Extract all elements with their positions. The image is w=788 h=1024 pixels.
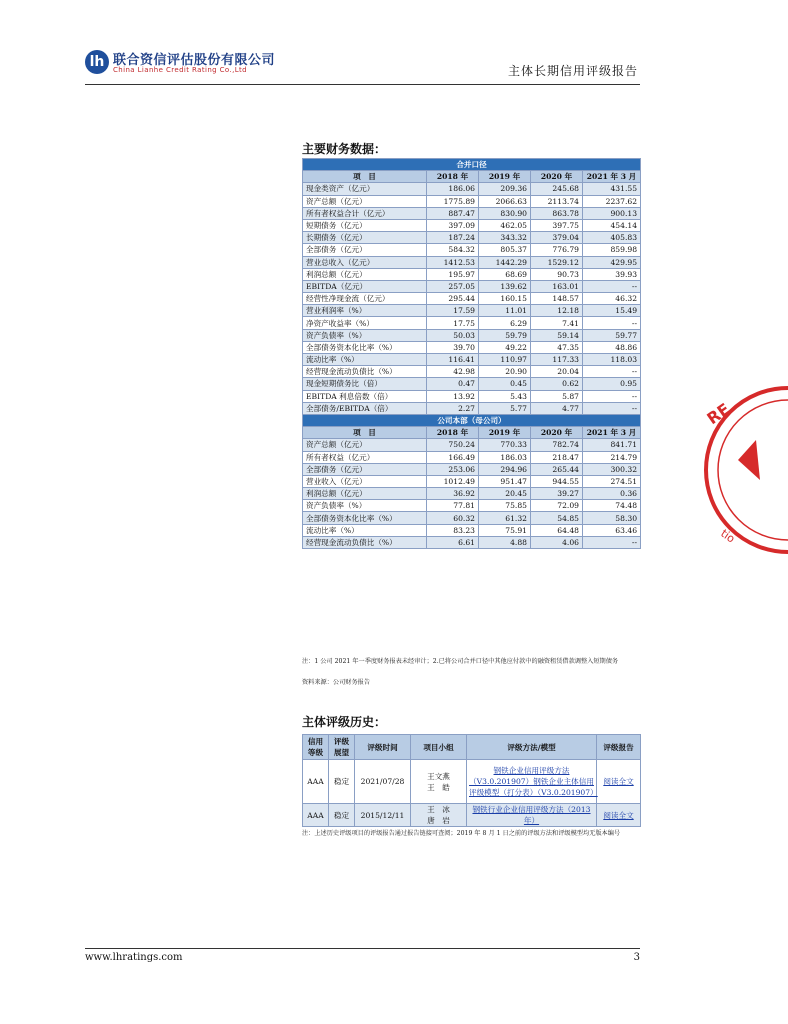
value-cell: 750.24 (427, 439, 479, 451)
consolidated-row (303, 183, 641, 195)
history-report-cell (597, 804, 641, 827)
consolidated-row (303, 280, 641, 292)
value-cell: 163.01 (531, 280, 583, 292)
column-header-cell: 项 目 (303, 171, 427, 183)
history-grade-cell: AAA (303, 804, 329, 827)
column-header-cell: 评级时间 (355, 735, 411, 760)
value-cell: 54.85 (531, 512, 583, 524)
row-label-cell: EBITDA（亿元） (303, 280, 427, 292)
value-cell: 75.91 (479, 524, 531, 536)
value-cell: 5.77 (479, 402, 531, 414)
value-cell: 4.06 (531, 536, 583, 548)
value-cell: 11.01 (479, 305, 531, 317)
value-cell: 64.48 (531, 524, 583, 536)
value-cell: 12.18 (531, 305, 583, 317)
consolidated-row (303, 293, 641, 305)
value-cell: -- (583, 402, 641, 414)
value-cell: 770.33 (479, 439, 531, 451)
value-cell: 776.79 (531, 244, 583, 256)
value-cell: 60.32 (427, 512, 479, 524)
value-cell: 0.95 (583, 378, 641, 390)
value-cell: 110.97 (479, 354, 531, 366)
value-cell: 944.55 (531, 475, 583, 487)
parent-group-header (303, 414, 641, 426)
column-header-cell: 2021 年 3 月 (583, 427, 641, 439)
value-cell: 58.30 (583, 512, 641, 524)
value-cell: 379.04 (531, 232, 583, 244)
value-cell: 4.77 (531, 402, 583, 414)
row-label-cell: 经营性净现金流（亿元） (303, 293, 427, 305)
parent-row (303, 536, 641, 548)
history-date-cell: 2015/12/11 (355, 804, 411, 827)
value-cell: 2.27 (427, 402, 479, 414)
company-seal-stamp (698, 380, 788, 560)
history-date-cell: 2021/07/28 (355, 760, 411, 804)
column-header-cell: 2020 年 (531, 171, 583, 183)
value-cell: 887.47 (427, 207, 479, 219)
page-header (85, 48, 640, 85)
value-cell: 17.75 (427, 317, 479, 329)
value-cell: 118.03 (583, 354, 641, 366)
value-cell: 17.59 (427, 305, 479, 317)
consolidated-row (303, 207, 641, 219)
parent-row (303, 488, 641, 500)
value-cell: 1529.12 (531, 256, 583, 268)
value-cell: -- (583, 280, 641, 292)
value-cell: 431.55 (583, 183, 641, 195)
read-full-report-link[interactable]: 阅读全文 (603, 777, 634, 786)
financial-note: 注：1 公司 2021 年一季度财务报表未经审计；2.已将公司合并口径中其他应付款中的融资租赁借款调整入短期债务 (302, 658, 619, 665)
value-cell: 195.97 (427, 268, 479, 280)
financial-source: 资料来源：公司财务报告 (302, 679, 371, 686)
consolidated-row (303, 390, 641, 402)
row-label-cell: 流动比率（%） (303, 524, 427, 536)
report-type-title: 主体长期信用评级报告 (507, 64, 638, 78)
column-header-cell: 2020 年 (531, 427, 583, 439)
consolidated-group-header (303, 159, 641, 171)
consolidated-row (303, 378, 641, 390)
value-cell: 1775.89 (427, 195, 479, 207)
read-full-report-link[interactable]: 阅读全文 (603, 810, 634, 820)
value-cell: 214.79 (583, 451, 641, 463)
value-cell: 63.46 (583, 524, 641, 536)
value-cell: 72.09 (531, 500, 583, 512)
history-column-header (303, 735, 641, 760)
value-cell: 397.09 (427, 219, 479, 231)
parent-row (303, 475, 641, 487)
row-label-cell: 资产总额（亿元） (303, 439, 427, 451)
row-label-cell: 长期债务（亿元） (303, 232, 427, 244)
value-cell: -- (583, 317, 641, 329)
consolidated-row (303, 329, 641, 341)
column-header-cell: 项 目 (303, 427, 427, 439)
value-cell: 59.77 (583, 329, 641, 341)
consolidated-column-header (303, 171, 641, 183)
row-label-cell: 净资产收益率（%） (303, 317, 427, 329)
consolidated-row (303, 268, 641, 280)
value-cell: 77.81 (427, 500, 479, 512)
column-header-cell: 评级方法/模型 (467, 735, 597, 760)
rating-method-link[interactable]: 钢铁行业企业信用评级方法（2013 年） (472, 805, 591, 825)
value-cell: 139.62 (479, 280, 531, 292)
row-label-cell: 全部债务（亿元） (303, 244, 427, 256)
value-cell: 863.78 (531, 207, 583, 219)
history-section-title: 主体评级历史： (302, 715, 387, 729)
value-cell: 209.36 (479, 183, 531, 195)
value-cell: 7.41 (531, 317, 583, 329)
svg-text:tio: tio (718, 526, 738, 546)
column-header-cell: 2021 年 3 月 (583, 171, 641, 183)
history-report-cell (597, 760, 641, 804)
column-header-cell: 项目小组 (411, 735, 467, 760)
row-label-cell: 现金短期债务比（倍） (303, 378, 427, 390)
value-cell: 2237.62 (583, 195, 641, 207)
value-cell: 274.51 (583, 475, 641, 487)
value-cell: 13.92 (427, 390, 479, 402)
value-cell: 0.47 (427, 378, 479, 390)
consolidated-row (303, 195, 641, 207)
parent-row (303, 451, 641, 463)
value-cell: 46.32 (583, 293, 641, 305)
value-cell: 429.95 (583, 256, 641, 268)
value-cell: 1012.49 (427, 475, 479, 487)
value-cell: 90.73 (531, 268, 583, 280)
consolidated-row (303, 305, 641, 317)
value-cell: 405.83 (583, 232, 641, 244)
svg-text:RE: RE (703, 399, 734, 429)
row-label-cell: 所有者权益合计（亿元） (303, 207, 427, 219)
rating-history-table (302, 734, 641, 827)
parent-row (303, 439, 641, 451)
consolidated-row (303, 366, 641, 378)
value-cell: 245.68 (531, 183, 583, 195)
row-label-cell: 经营现金流动负债比（%） (303, 366, 427, 378)
value-cell: 1442.29 (479, 256, 531, 268)
value-cell: 20.45 (479, 488, 531, 500)
value-cell: 300.32 (583, 463, 641, 475)
parent-row (303, 500, 641, 512)
history-method-cell (467, 760, 597, 804)
value-cell: 841.71 (583, 439, 641, 451)
row-label-cell: 全部债务（亿元） (303, 463, 427, 475)
consolidated-row (303, 219, 641, 231)
company-name-en: China Lianhe Credit Rating Co.,Ltd (113, 66, 248, 74)
value-cell: 6.61 (427, 536, 479, 548)
value-cell: 48.86 (583, 341, 641, 353)
value-cell: 782.74 (531, 439, 583, 451)
row-label-cell: 营业总收入（亿元） (303, 256, 427, 268)
value-cell: 6.29 (479, 317, 531, 329)
value-cell: 0.36 (583, 488, 641, 500)
value-cell: 294.96 (479, 463, 531, 475)
row-label-cell: 经营现金流动负债比（%） (303, 536, 427, 548)
value-cell: 4.88 (479, 536, 531, 548)
value-cell: 253.06 (427, 463, 479, 475)
value-cell: -- (583, 366, 641, 378)
consolidated-row (303, 256, 641, 268)
consolidated-row (303, 354, 641, 366)
value-cell: 0.62 (531, 378, 583, 390)
history-team-cell: 王文燕 王 皓 (411, 760, 467, 804)
consolidated-row (303, 341, 641, 353)
row-label-cell: 全部债务/EBITDA（倍） (303, 402, 427, 414)
consolidated-group-header-cell: 合并口径 (303, 159, 641, 171)
value-cell: 61.32 (479, 512, 531, 524)
value-cell: 15.49 (583, 305, 641, 317)
row-label-cell: 流动比率（%） (303, 354, 427, 366)
value-cell: 900.13 (583, 207, 641, 219)
value-cell: 47.35 (531, 341, 583, 353)
row-label-cell: 营业利润率（%） (303, 305, 427, 317)
value-cell: 257.05 (427, 280, 479, 292)
history-outlook-cell: 稳定 (329, 804, 355, 827)
value-cell: 951.47 (479, 475, 531, 487)
value-cell: 166.49 (427, 451, 479, 463)
column-header-cell: 2018 年 (427, 171, 479, 183)
footer-url-link[interactable]: www.lhratings.com (85, 952, 183, 963)
value-cell: 454.14 (583, 219, 641, 231)
value-cell: 160.15 (479, 293, 531, 305)
history-team-cell: 王 冰 唐 岩 (411, 804, 467, 827)
consolidated-row (303, 402, 641, 414)
value-cell: 42.98 (427, 366, 479, 378)
value-cell: 59.79 (479, 329, 531, 341)
value-cell: 265.44 (531, 463, 583, 475)
value-cell: 148.57 (531, 293, 583, 305)
value-cell: 2066.63 (479, 195, 531, 207)
row-label-cell: 资产负债率（%） (303, 329, 427, 341)
company-logo-icon: lh (85, 50, 109, 74)
financial-section-title: 主要财务数据： (302, 142, 387, 156)
column-header-cell: 2019 年 (479, 427, 531, 439)
value-cell: 36.92 (427, 488, 479, 500)
parent-row (303, 524, 641, 536)
value-cell: 116.41 (427, 354, 479, 366)
row-label-cell: 资产负债率（%） (303, 500, 427, 512)
value-cell: 5.43 (479, 390, 531, 402)
parent-column-header (303, 427, 641, 439)
value-cell: 50.03 (427, 329, 479, 341)
row-label-cell: 现金类资产（亿元） (303, 183, 427, 195)
consolidated-row (303, 244, 641, 256)
value-cell: 584.32 (427, 244, 479, 256)
history-outlook-cell: 稳定 (329, 760, 355, 804)
value-cell: 74.48 (583, 500, 641, 512)
history-method-cell (467, 804, 597, 827)
history-row (303, 760, 641, 804)
row-label-cell: 全部债务资本化比率（%） (303, 512, 427, 524)
value-cell: 1412.53 (427, 256, 479, 268)
value-cell: 462.05 (479, 219, 531, 231)
value-cell: 117.33 (531, 354, 583, 366)
column-header-cell: 信用等级 (303, 735, 329, 760)
rating-method-link[interactable]: 钢铁企业信用评级方法（V3.0.201907）钢铁企业主体信用评级模型（打分表）（V3.0.201907） (469, 766, 598, 797)
value-cell: 397.75 (531, 219, 583, 231)
parent-row (303, 512, 641, 524)
value-cell: 83.23 (427, 524, 479, 536)
value-cell: 859.98 (583, 244, 641, 256)
value-cell: -- (583, 390, 641, 402)
value-cell: 295.44 (427, 293, 479, 305)
page-footer (85, 948, 640, 968)
value-cell: 75.85 (479, 500, 531, 512)
consolidated-row (303, 232, 641, 244)
row-label-cell: 利润总额（亿元） (303, 268, 427, 280)
row-label-cell: 所有者权益（亿元） (303, 451, 427, 463)
row-label-cell: 利润总额（亿元） (303, 488, 427, 500)
row-label-cell: 营业收入（亿元） (303, 475, 427, 487)
value-cell: 39.70 (427, 341, 479, 353)
value-cell: 187.24 (427, 232, 479, 244)
value-cell: 20.90 (479, 366, 531, 378)
column-header-cell: 2018 年 (427, 427, 479, 439)
column-header-cell: 2019 年 (479, 171, 531, 183)
value-cell: 20.04 (531, 366, 583, 378)
row-label-cell: 短期债务（亿元） (303, 219, 427, 231)
consolidated-row (303, 317, 641, 329)
value-cell: 49.22 (479, 341, 531, 353)
company-name-cn: 联合资信评估股份有限公司 (113, 53, 276, 68)
financial-table (302, 158, 641, 549)
parent-group-header-cell: 公司本部（母公司） (303, 414, 641, 426)
value-cell: 186.06 (427, 183, 479, 195)
history-row (303, 804, 641, 827)
value-cell: 5.87 (531, 390, 583, 402)
value-cell: 218.47 (531, 451, 583, 463)
value-cell: 805.37 (479, 244, 531, 256)
row-label-cell: EBITDA 利息倍数（倍） (303, 390, 427, 402)
value-cell: -- (583, 536, 641, 548)
value-cell: 39.93 (583, 268, 641, 280)
value-cell: 59.14 (531, 329, 583, 341)
value-cell: 830.90 (479, 207, 531, 219)
value-cell: 343.32 (479, 232, 531, 244)
value-cell: 39.27 (531, 488, 583, 500)
parent-row (303, 463, 641, 475)
history-note: 注：上述历史评级项目的评级报告通过报告链接可查阅；2019 年 8 月 1 日之前的评级方法和评级模型均无版本编号 (302, 830, 621, 837)
value-cell: 68.69 (479, 268, 531, 280)
value-cell: 186.03 (479, 451, 531, 463)
value-cell: 0.45 (479, 378, 531, 390)
value-cell: 2113.74 (531, 195, 583, 207)
history-grade-cell: AAA (303, 760, 329, 804)
page-number: 3 (633, 952, 640, 963)
row-label-cell: 全部债务资本化比率（%） (303, 341, 427, 353)
column-header-cell: 评级展望 (329, 735, 355, 760)
column-header-cell: 评级报告 (597, 735, 641, 760)
row-label-cell: 资产总额（亿元） (303, 195, 427, 207)
